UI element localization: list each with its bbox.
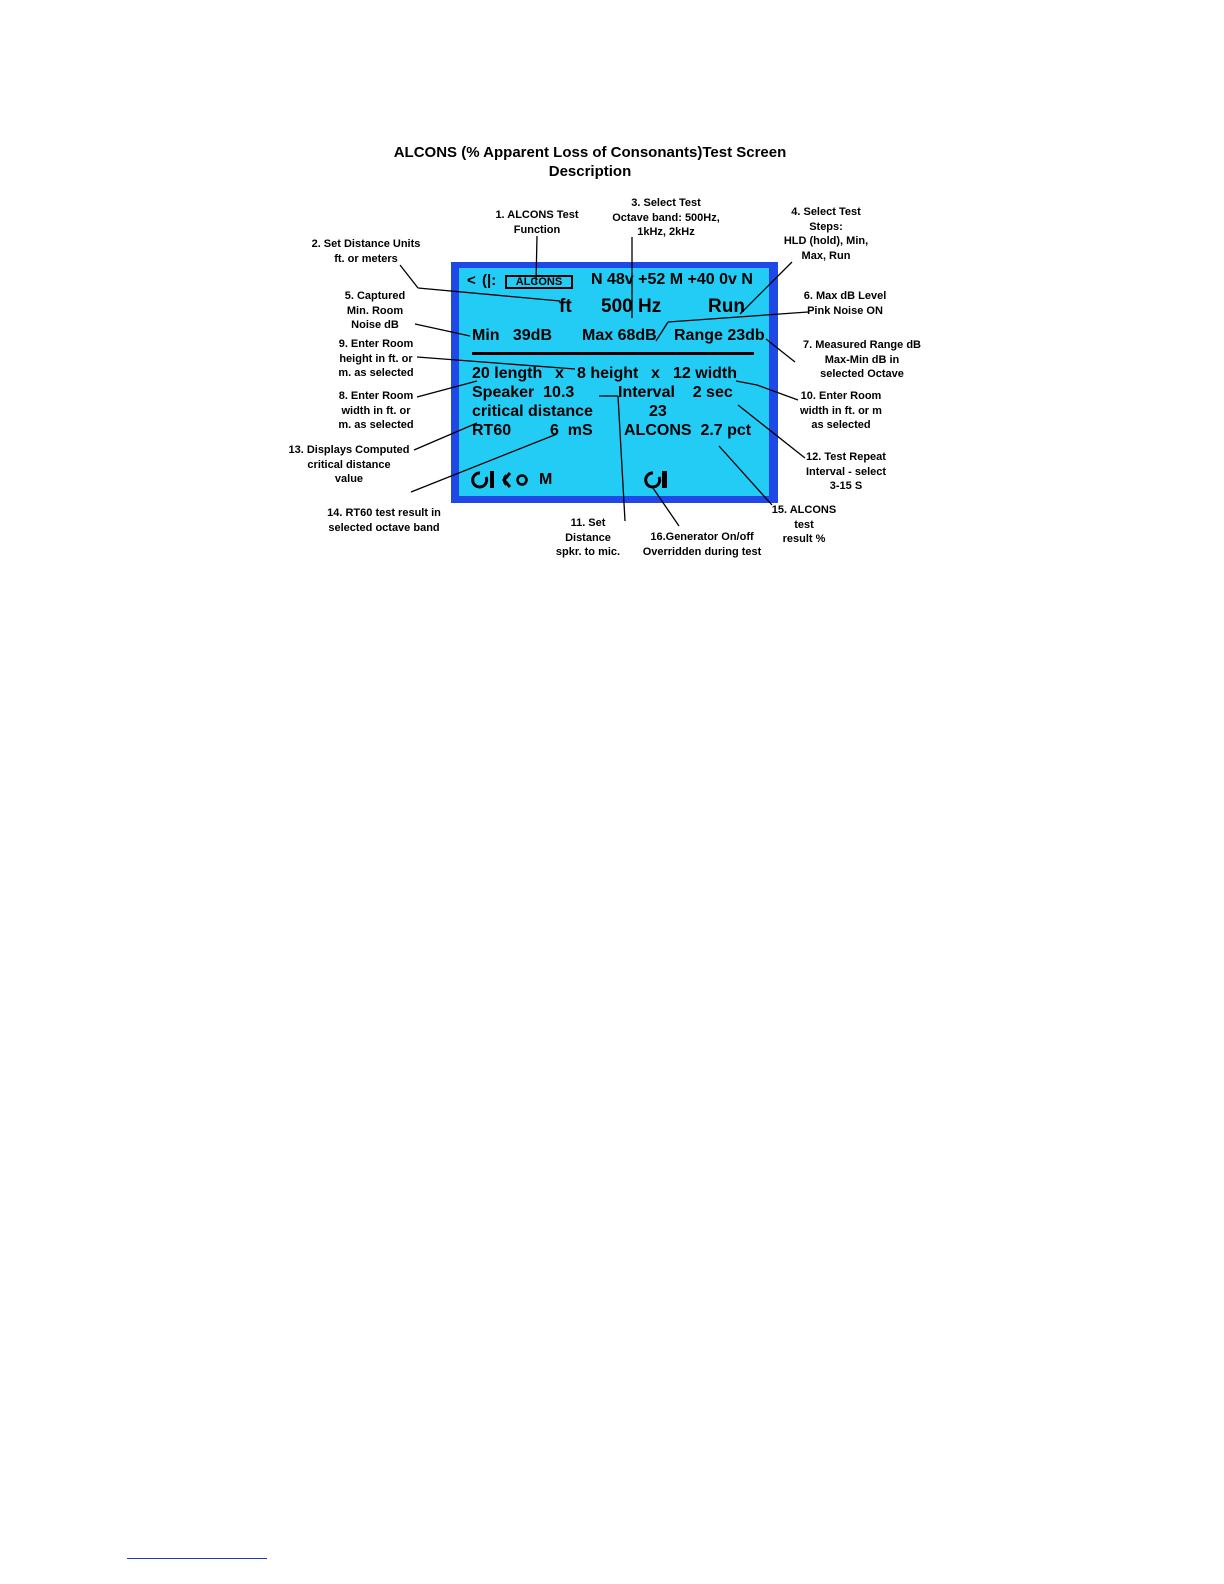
callout-16-generator: 16.Generator On/off Overridden during test	[642, 531, 762, 558]
callout-14-rt60-result: 14. RT60 test result in selected octave band	[327, 507, 441, 534]
callout-3-octave-band: 3. Select Test Octave band: 500Hz, 1kHz, 2kHz	[612, 197, 720, 238]
callout-4-test-steps: 4. Select Test Steps: HLD (hold), Min, Max, Run	[783, 206, 869, 262]
room-length: 20 length	[472, 365, 543, 382]
speaker-distance: Speaker 10.3	[472, 384, 575, 401]
range-db: Range 23db	[674, 327, 765, 344]
room-width: 12 width	[673, 365, 738, 382]
critical-distance-value: 23	[649, 403, 667, 420]
mic-mode-label: M	[539, 471, 553, 488]
callout-15-alcons-result: 15. ALCONS test result %	[771, 504, 837, 545]
callout-11-speaker-distance: 11. Set Distance spkr. to mic.	[555, 517, 621, 558]
test-step: Run	[708, 296, 745, 317]
callout-7-range-db: 7. Measured Range dB Max-Min dB in selected Octave	[803, 339, 921, 380]
callout-1-alcons-function: 1. ALCONS Test Function	[495, 209, 579, 236]
alcons-function-box: ALCONS	[505, 275, 573, 289]
distance-units: ft	[559, 296, 572, 317]
callout-8-room-width: 8. Enter Room width in ft. or m. as selected	[338, 390, 414, 431]
diagram-title-line2: Description	[548, 163, 632, 180]
test-interval: Interval 2 sec	[618, 384, 733, 401]
critical-distance-label: critical distance	[472, 403, 593, 420]
max-db: Max 68dB	[582, 327, 657, 344]
min-db: Min 39dB	[472, 327, 553, 344]
callout-13-critical-distance: 13. Displays Computed critical distance value	[288, 444, 410, 485]
diagram-title-line1: ALCONS (% Apparent Loss of Consonants)Test Screen	[393, 144, 787, 161]
callout-9-room-height: 9. Enter Room height in ft. or m. as selected	[338, 338, 414, 379]
status-line: N 48v +52 M +40 0v N	[591, 271, 753, 288]
times-sign-1: x	[555, 365, 564, 382]
rt60-label: RT60	[472, 422, 512, 439]
octave-band: 500 Hz	[601, 296, 662, 317]
back-arrow-icon: <	[467, 272, 476, 289]
callout-6-max-db: 6. Max dB Level Pink Noise ON	[803, 290, 887, 317]
rt60-value: 6 mS	[550, 422, 593, 439]
callout-5-min-noise: 5. Captured Min. Room Noise dB	[344, 290, 406, 331]
callout-10-room-width: 10. Enter Room width in ft. or m as selected	[800, 390, 882, 431]
plug-icon: (|:	[482, 272, 497, 289]
footnote-rule	[127, 1558, 267, 1559]
callout-12-repeat-interval: 12. Test Repeat Interval - select 3-15 S	[805, 451, 887, 492]
alcons-result: ALCONS 2.7 pct	[624, 422, 752, 439]
room-height: 8 height	[577, 365, 639, 382]
callout-2-distance-units: 2. Set Distance Units ft. or meters	[311, 238, 421, 265]
times-sign-2: x	[651, 365, 660, 382]
